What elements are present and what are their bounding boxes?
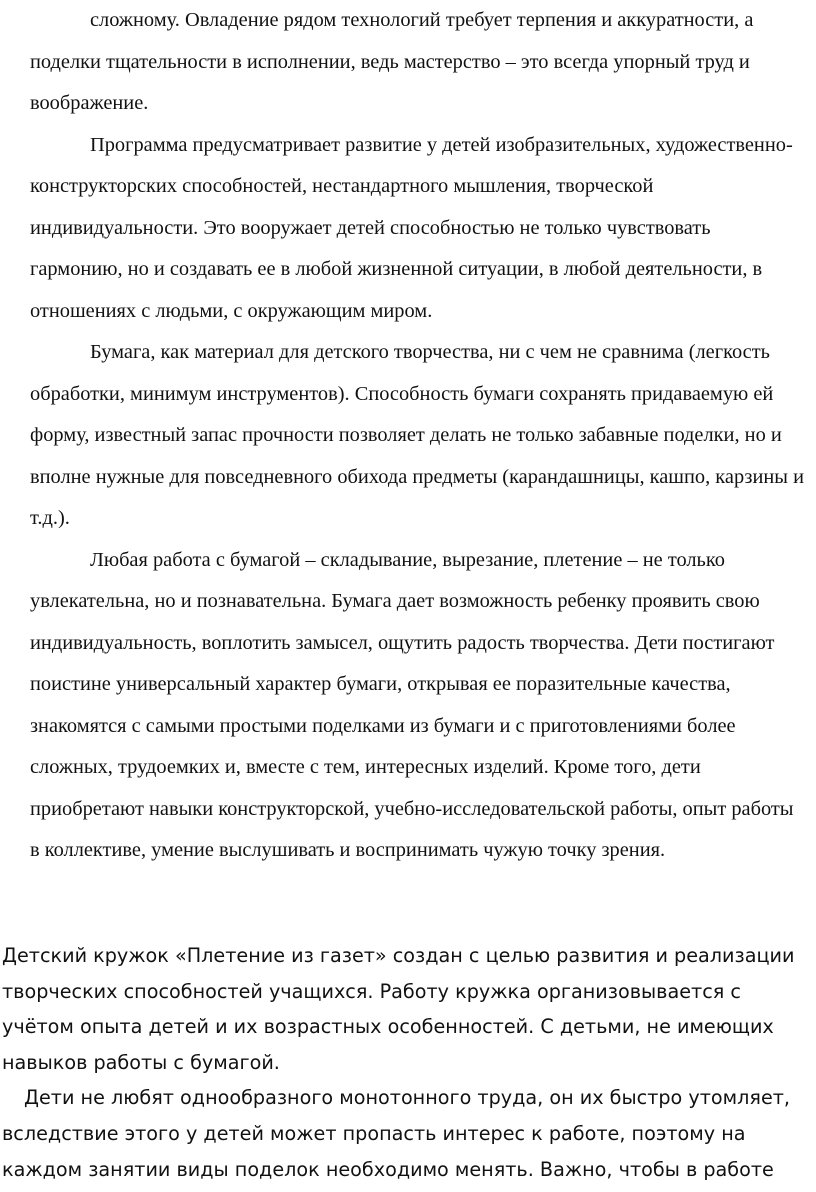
paragraph-monotony: Дети не любят однообразного монотонного труда, он их быстро утомляет, вследствие этого у детей может пропасть интерес к работе, поэтому на каждом занятии виды поделок необходимо менять. Важно, чтобы в работе bbox=[2, 1086, 791, 1181]
paragraph-continuation: сложному. Овладение рядом технологий требует терпения и аккуратности, а поделки тщательности в исполнении, ведь мастерство – это всегда упорный труд и воображение. bbox=[30, 9, 754, 114]
paragraph-paper: Бумага, как материал для детского творчества, ни с чем не сравнима (легкость обработки, минимум инструментов). Способность бумаги сохранять придаваемую ей форму, известный запас прочности позволяет делать не только забавные поделки, но и вполне нужные для повседневного обихода предметы (карандашницы, кашпо, карзины и т.д.). bbox=[30, 341, 804, 529]
serif-text-section bbox=[30, 0, 808, 872]
sans-text-section bbox=[2, 938, 814, 1187]
paragraph-circle: Детский кружок «Плетение из газет» создан с целью развития и реализации творческих способностей учащихся. Работу кружка организовывается с учётом опыта детей и их возрастных особенностей. С детьми, не имеющих навыков работы с бумагой. bbox=[2, 944, 795, 1074]
paragraph-program: Программа предусматривает развитие у детей изобразительных, художественно-конструкторских способностей, нестандартного мышления, творческой индивидуальности. Это вооружает детей способностью не только чувствовать гармонию, но и создавать ее в любой жизненной ситуации, в любой деятельности, в отношениях с людьми, с окружающим миром. bbox=[30, 133, 793, 322]
paragraph-work: Любая работа с бумагой – складывание, вырезание, плетение – не только увлекательна, но и познавательна. Бумага дает возможность ребенку проявить свою индивидуальность, воплотить замысел, ощутить радость творчества. Дети постигают поистине универсальный характер бумаги, открывая ее поразительные качества, знакомятся с самыми простыми поделками из бумаги и с приготовлениями более сложных, трудоемких и, вместе с тем, интересных изделий. Кроме того, дети приобретают навыки конструкторской, учебно-исследовательской работы, опыт работы в коллективе, умение выслушивать и воспринимать чужую точку зрения. bbox=[30, 548, 794, 861]
